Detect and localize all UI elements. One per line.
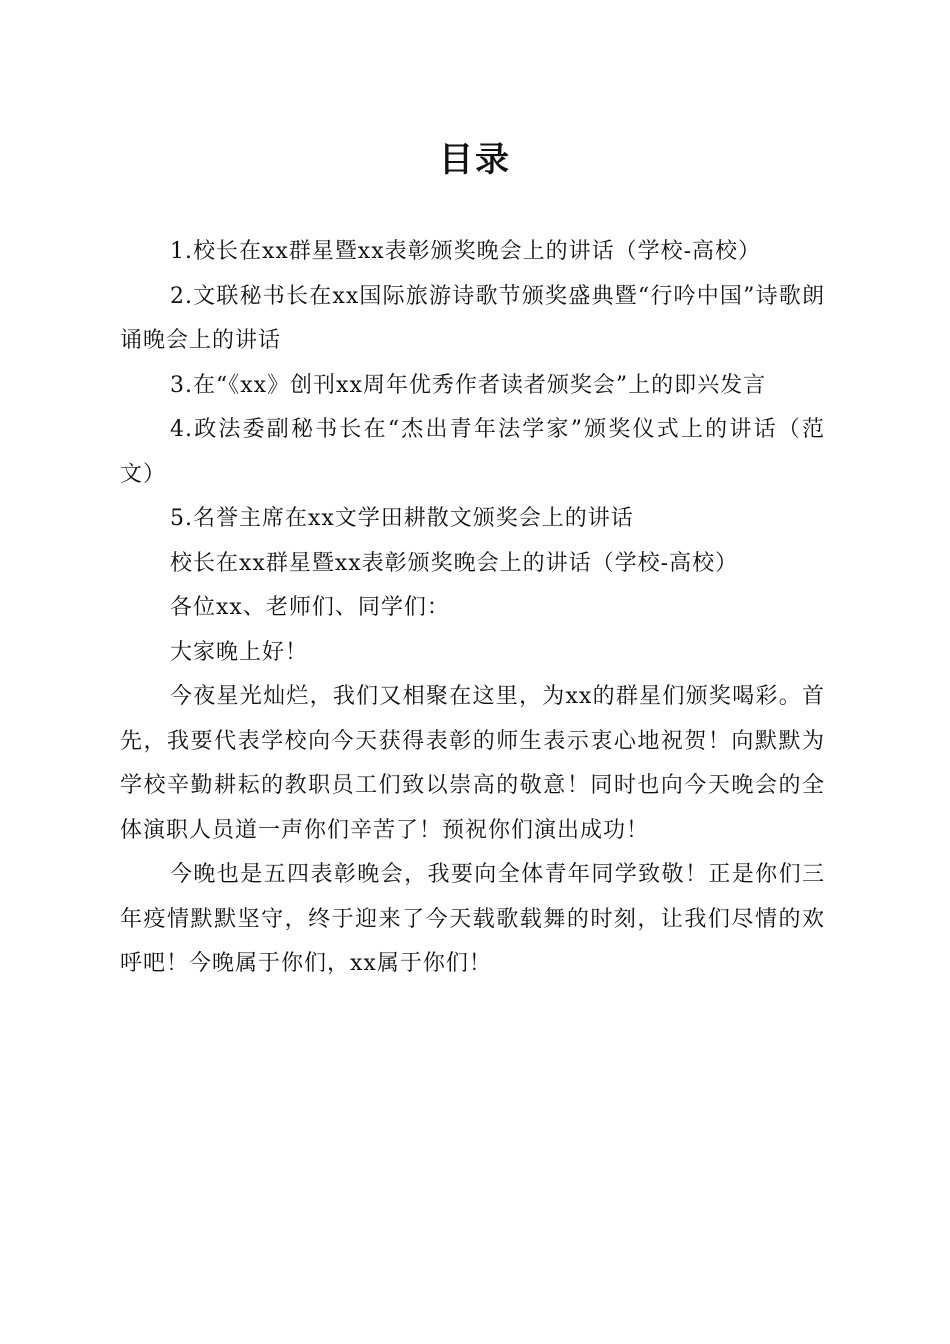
toc-item-1: 1.校长在xx群星暨xx表彰颁奖晚会上的讲话（学校-高校） (170, 239, 762, 264)
toc-item-5: 5.名誉主席在xx文学田耕散文颁奖会上的讲话 (170, 506, 634, 531)
body-paragraph-1: 今夜星光灿烂，我们又相聚在这里，为xx的群星们颁奖喝彩。首先，我要代表学校向今天获得表彰的师生表示衷心地祝贺！向默默为学校辛勤耕耘的教职员工们致以崇高的敬意！同时也向今天晚会的全体演职人员道一声你们辛苦了！预祝你们演出成功！ (120, 684, 825, 843)
greeting: 大家晚上好！ (170, 639, 309, 665)
document-body (120, 230, 825, 987)
document-title: 目录 (439, 140, 511, 180)
toc-item-2: 2.文联秘书长在xx国际旅游诗歌节颁奖盛典暨“行吟中国”诗歌朗诵晚会上的讲话 (120, 283, 825, 353)
salutation: 各位xx、老师们、同学们： (170, 595, 450, 620)
toc-item-4: 4.政法委副秘书长在“杰出青年法学家”颁奖仪式上的讲话（范文） (120, 417, 825, 487)
section-title: 校长在xx群星暨xx表彰颁奖晚会上的讲话（学校-高校） (170, 550, 739, 576)
body-paragraph-2: 今晚也是五四表彰晚会，我要向全体青年同学致敬！正是你们三年疫情默默坚守，终于迎来了今天载歌载舞的时刻，让我们尽情的欢呼吧！今晚属于你们，xx属于你们！ (120, 862, 825, 976)
toc-item-3: 3.在“《xx》创刊xx周年优秀作者读者颁奖会”上的即兴发言 (170, 372, 767, 398)
